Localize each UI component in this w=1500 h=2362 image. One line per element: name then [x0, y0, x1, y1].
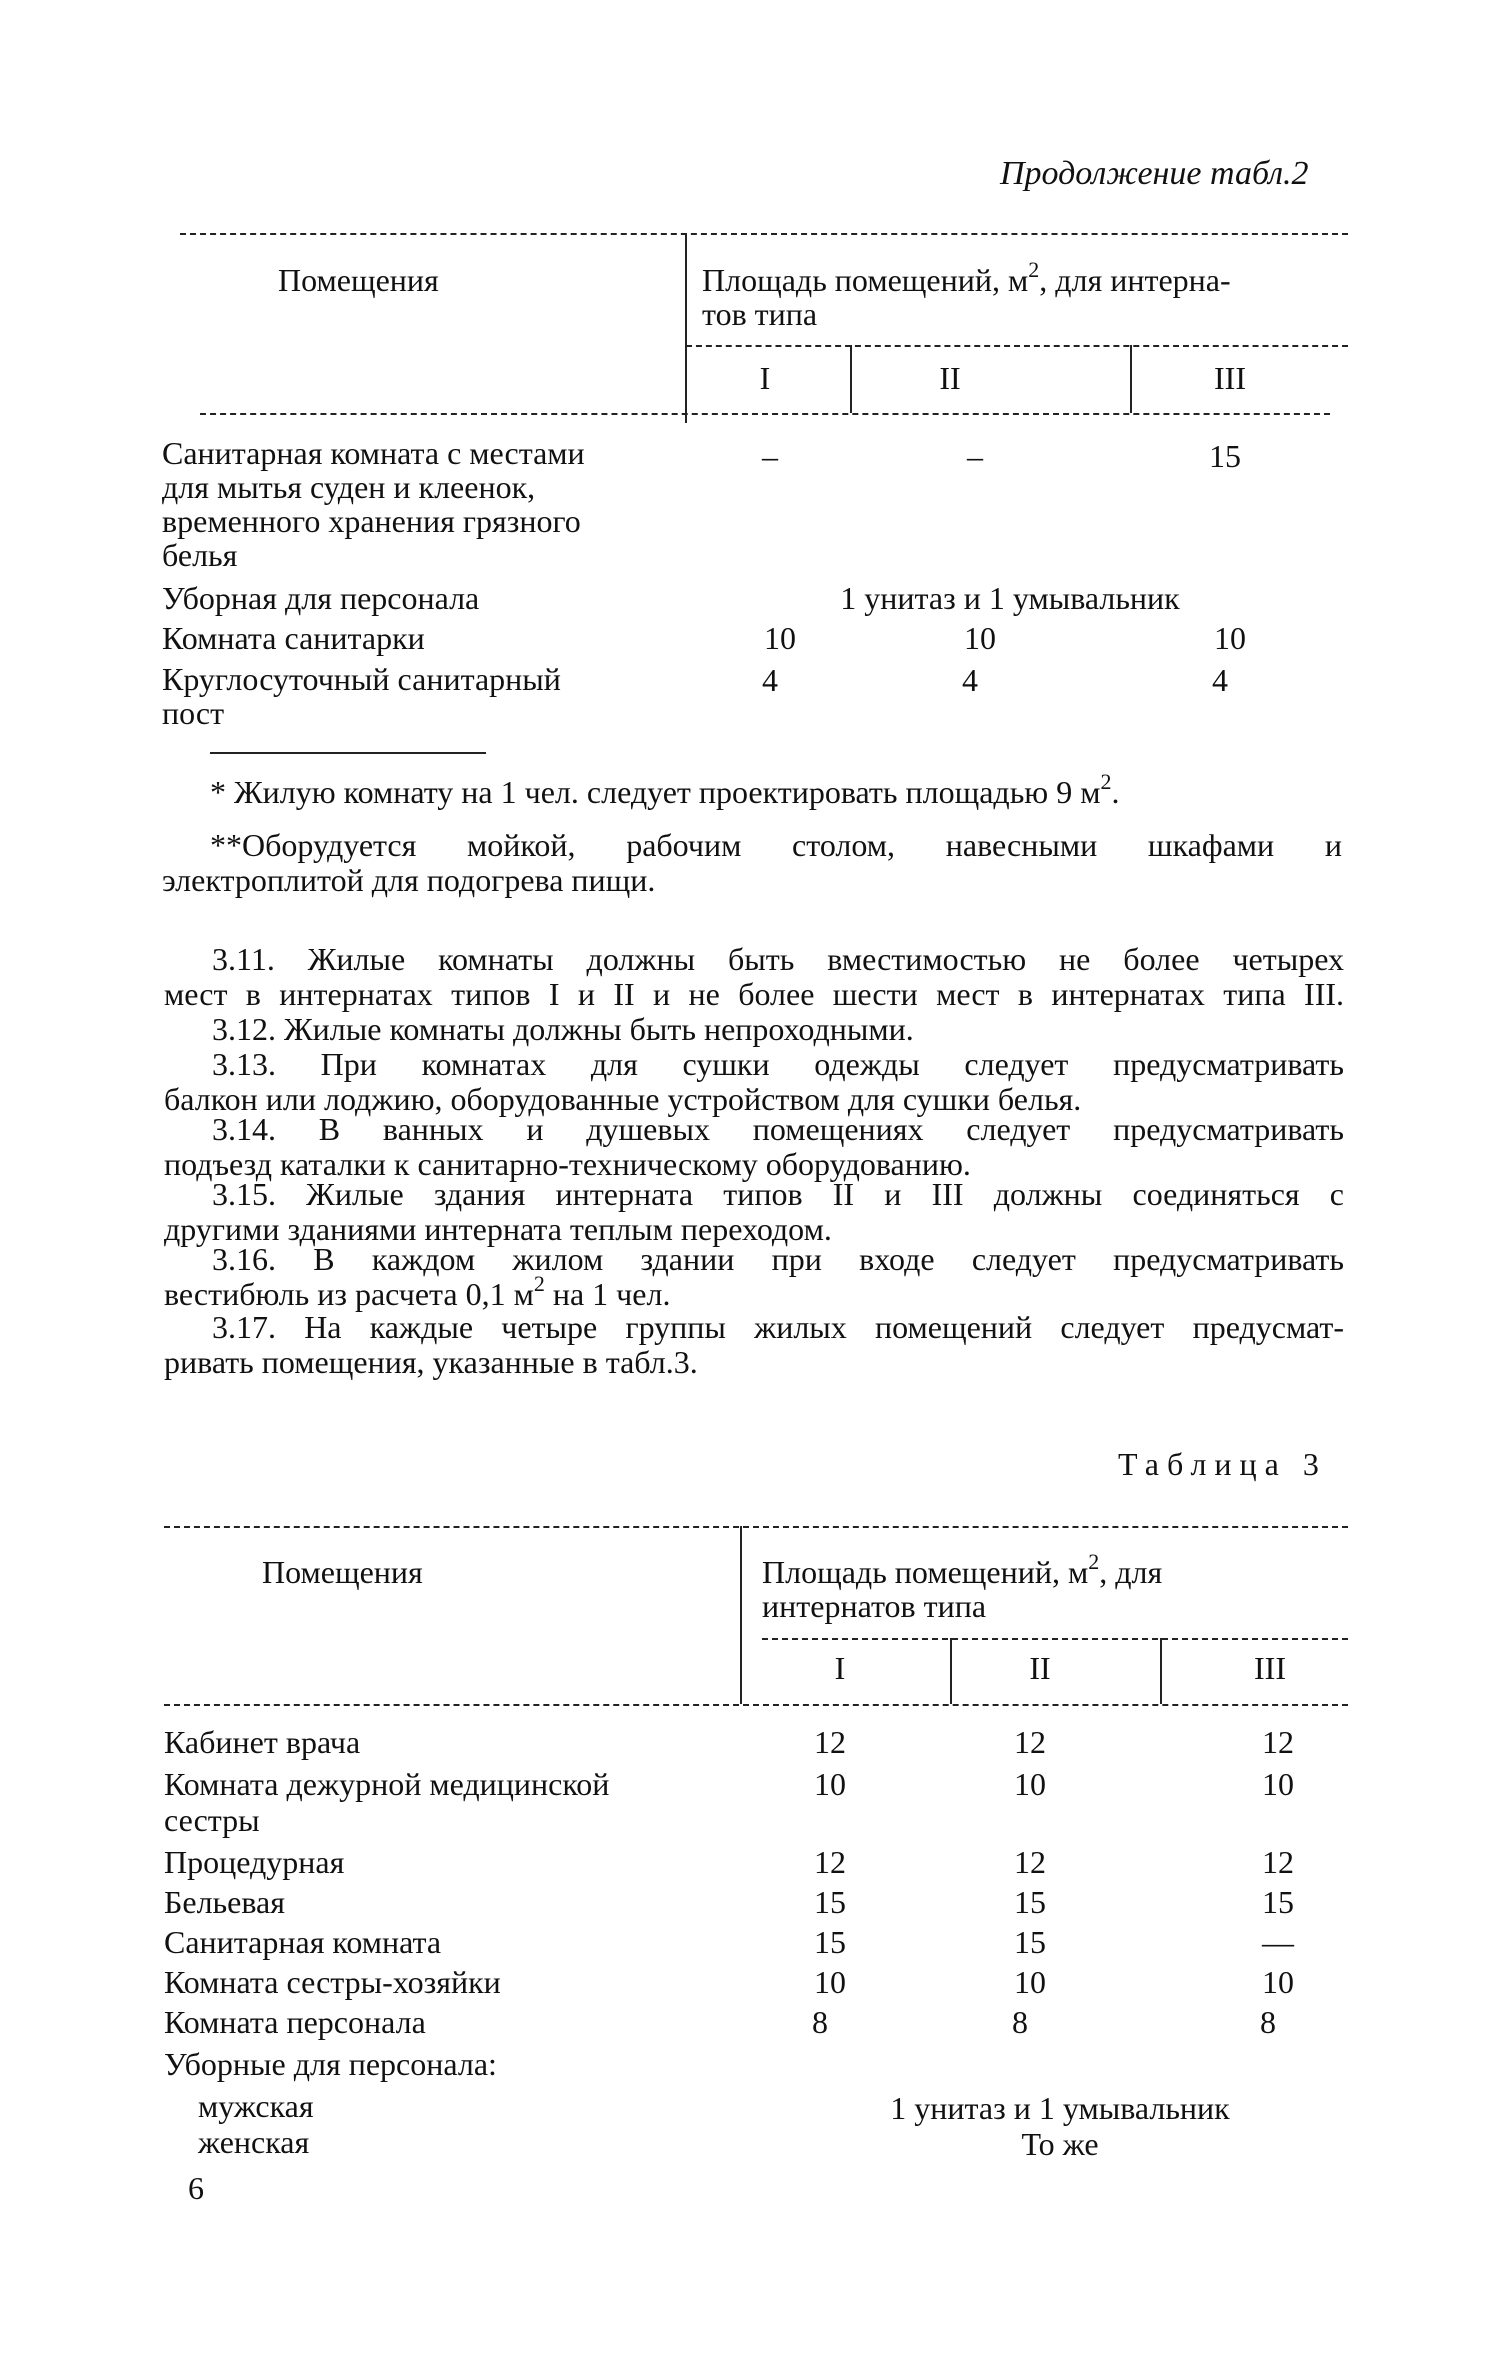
footnote-2-line2: электроплитой для подогрева пищи.: [162, 862, 656, 898]
cell-type-1: 10: [814, 1964, 846, 2000]
cell-type-2: 12: [1014, 1724, 1046, 1760]
footnote-2-mark: **: [210, 827, 242, 863]
row-name: Санитарная комната: [164, 1924, 442, 1960]
cell-type-1: 10: [764, 620, 796, 656]
paragraph-3-17: 3.17. На каждые четыре группы жилых помещений следует предусмат- ривать помещения, указанные в табл.3.: [164, 1309, 1344, 1380]
cell-type-2: 10: [1014, 1964, 1046, 2000]
table3-col-area-sup: 2: [1088, 1549, 1100, 1574]
row-name: Бельевая: [164, 1884, 285, 1920]
table2-type-1: I: [759, 360, 771, 396]
cell-type-2: 4: [962, 662, 978, 698]
footnote-rule: [210, 752, 486, 754]
footnote-1-text: Жилую комнату на 1 чел. следует проектировать площадью 9 м: [234, 774, 1101, 810]
cell-type-3: 15: [1262, 1884, 1294, 1920]
cell-type-3: 8: [1260, 2004, 1276, 2040]
table2-top-rule: [180, 233, 1348, 235]
table2-col-area-line2: тов типа: [702, 296, 818, 332]
footnote-1-mark: *: [210, 774, 226, 810]
table2-col-room: Помещения: [278, 262, 439, 298]
table3-type-3: III: [1254, 1650, 1286, 1686]
table3-header-divider: [740, 1526, 742, 1704]
cell-type-3: 12: [1262, 1724, 1294, 1760]
footnote-2-line1: Оборудуется мойкой, рабочим столом, навесными шкафами и: [242, 827, 1342, 863]
paragraph-3-11: 3.11. Жилые комнаты должны быть вместимостью не более четырех мест в интернатах типов I и II и не более шести мест в интернатах типа III.: [164, 941, 1344, 1012]
table3-caption: Таблица 3: [1118, 1446, 1327, 1482]
cell-type-2: 10: [964, 620, 996, 656]
paragraph-3-14: 3.14. В ванных и душевых помещениях следует предусматривать подъезд каталки к санитарно-техническому оборудованию.: [164, 1111, 1344, 1182]
cell-type-2: 12: [1014, 1844, 1046, 1880]
footnote-1-sup: 2: [1100, 769, 1112, 794]
table3-type-1: I: [834, 1650, 846, 1686]
cell-type-1: 15: [814, 1884, 846, 1920]
table2-col-area-text: Площадь помещений, м: [702, 262, 1029, 298]
table2-type-rule: [686, 345, 1348, 347]
table2-type-divider-2: [1130, 345, 1132, 413]
table3-col-area-text-end: , для: [1099, 1554, 1163, 1590]
cell-type-1: –: [762, 438, 778, 474]
cell-span: 1 унитаз и 1 умывальник: [890, 2090, 1230, 2126]
table3-type-2: II: [1029, 1650, 1051, 1686]
cell-type-3: 10: [1214, 620, 1246, 656]
cell-span: 1 унитаз и 1 умывальник: [840, 580, 1180, 616]
cell-type-3: —: [1262, 1924, 1294, 1960]
cell-type-1: 10: [814, 1766, 846, 1802]
footnote-1-end: .: [1111, 774, 1120, 810]
cell-type-1: 12: [814, 1844, 846, 1880]
paragraph-3-15: 3.15. Жилые здания интерната типов II и III должны соединяться с другими зданиями интерната теплым переходом.: [164, 1176, 1344, 1247]
continuation-label: Продолжение табл.2: [1000, 155, 1309, 192]
cell-type-3: 15: [1209, 438, 1241, 474]
table3-col-area-line2: интернатов типа: [762, 1588, 987, 1624]
cell-type-2: 10: [1014, 1766, 1046, 1802]
table3-col-area-text: Площадь помещений, м: [762, 1554, 1089, 1590]
row-name: Процедурная: [164, 1844, 345, 1880]
table3-top-rule: [164, 1526, 1348, 1528]
table3-type-divider-1: [950, 1638, 952, 1704]
page-number: 6: [188, 2170, 204, 2206]
table3-type-divider-2: [1160, 1638, 1162, 1704]
table3-col-room: Помещения: [262, 1554, 423, 1590]
cell-type-2: –: [967, 438, 983, 474]
row-name: Кабинет врача: [164, 1724, 361, 1760]
cell-type-1: 12: [814, 1724, 846, 1760]
paragraph-3-16: 3.16. В каждом жилом здании при входе следует предусматривать вестибюль из расчета 0,1 $м^2$ на 1 чел.: [164, 1241, 1344, 1312]
cell-type-1: 4: [762, 662, 778, 698]
row-name: Комната персонала: [164, 2004, 426, 2040]
footnote-1: [210, 769, 1120, 810]
cell-type-3: 10: [1262, 1766, 1294, 1802]
row-name: Комната сестры-хозяйки: [164, 1964, 501, 2000]
table2-type-divider-1: [850, 345, 852, 413]
wc-heading: Уборные для персонала:: [164, 2046, 497, 2082]
row-name: Круглосуточный санитарный пост: [162, 661, 561, 731]
table2-type-2: II: [939, 360, 961, 396]
footnote-2: [162, 828, 1342, 898]
cell-type-3: 10: [1262, 1964, 1294, 2000]
row-name: мужская: [198, 2088, 314, 2124]
table3-type-rule: [762, 1638, 1348, 1640]
row-name: женская: [198, 2124, 310, 2160]
table2-header-divider: [685, 233, 687, 423]
table2-col-area-text-end: , для интерна-: [1039, 262, 1231, 298]
row-name: Санитарная комната с местами для мытья суден и клеенок, временного хранения грязного белья: [162, 435, 585, 573]
cell-type-3: 12: [1262, 1844, 1294, 1880]
cell-type-3: 4: [1212, 662, 1228, 698]
paragraph-3-13: 3.13. При комнатах для сушки одежды следует предусматривать балкон или лоджию, оборудованные устройством для сушки белья.: [164, 1046, 1344, 1117]
table2-col-area: [702, 257, 1231, 298]
cell-type-1: 8: [812, 2004, 828, 2040]
cell-type-2: 8: [1012, 2004, 1028, 2040]
table3-col-area: [762, 1549, 1163, 1590]
cell-span: То же: [1021, 2126, 1099, 2162]
row-name: Уборная для персонала: [162, 580, 480, 616]
cell-type-2: 15: [1014, 1884, 1046, 1920]
paragraph-3-12: 3.12. Жилые комнаты должны быть непроходными.: [212, 1011, 914, 1047]
cell-type-2: 15: [1014, 1924, 1046, 1960]
table3-bottom-header-rule: [164, 1704, 1348, 1706]
table2-bottom-header-rule: [200, 413, 1330, 415]
row-name: Комната санитарки: [162, 620, 425, 656]
table2-col-area-sup: 2: [1028, 257, 1040, 282]
cell-type-1: 15: [814, 1924, 846, 1960]
row-name: Комната дежурной медицинской сестры: [164, 1766, 610, 1838]
table2-type-3: III: [1214, 360, 1246, 396]
